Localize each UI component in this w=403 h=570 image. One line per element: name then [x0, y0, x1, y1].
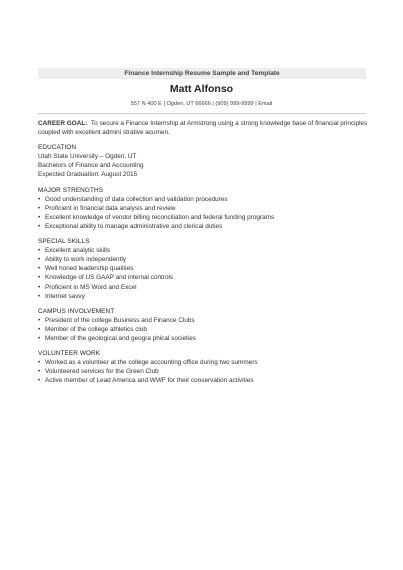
list-item — [38, 316, 368, 325]
list-item-text: President of the college Business and Finance Clubs — [45, 316, 195, 324]
contact-line: 557 N 400 E | Ogden, UT 66666 | (909) 999-9999 | Email — [130, 101, 273, 107]
list-item-text: Member of the college athletics club — [45, 325, 147, 333]
bullet-icon: • — [38, 316, 41, 324]
list-item-text: Well honed leadership qualities — [45, 265, 134, 273]
list-item-text: Worked as a volunteer at the college accounting office during two summers — [45, 359, 258, 367]
campus-involvement-heading: CAMPUS INVOLVEMENT — [38, 307, 115, 315]
bullet-icon: • — [38, 256, 41, 264]
list-item-text: Proficient in MS Word and Excel — [45, 283, 137, 291]
candidate-name: Matt Alfonso — [169, 83, 234, 95]
bullet-icon: • — [38, 274, 41, 282]
bullet-icon: • — [38, 204, 41, 212]
bullet-icon: • — [38, 334, 41, 342]
bullet-icon: • — [38, 195, 41, 203]
list-item-text: Good understanding of data collection and validation procedures — [45, 195, 228, 203]
bullet-icon: • — [38, 325, 41, 333]
list-item — [38, 222, 368, 231]
major-strengths-list — [38, 195, 368, 231]
major-strengths-heading: MAJOR STRENGTHS — [38, 186, 104, 194]
list-item-text: Internet savvy — [45, 292, 85, 300]
list-item-text: Member of the geological and geogra phical societies — [45, 334, 196, 342]
list-item — [38, 292, 368, 301]
education-section — [38, 143, 368, 179]
bullet-icon: • — [38, 359, 41, 367]
education-line: Bachelors of Finance and Accounting — [38, 162, 144, 170]
campus-involvement-section — [38, 307, 368, 343]
list-item — [38, 334, 368, 343]
list-item — [38, 264, 368, 273]
education-heading: EDUCATION — [38, 144, 77, 152]
list-item — [38, 367, 368, 376]
list-item-text: Proficient in financial data analysis and review — [45, 204, 176, 212]
special-skills-list — [38, 246, 368, 301]
list-item — [38, 358, 368, 367]
document-title-banner: Finance Internship Resume Sample and Template — [38, 68, 366, 79]
list-item-text: Exceptional ability to manage administrative and clerical duties — [45, 222, 223, 230]
list-item — [38, 204, 368, 213]
bullet-icon: • — [38, 292, 41, 300]
volunteer-work-section — [38, 349, 368, 385]
bullet-icon: • — [38, 265, 41, 273]
bullet-icon: • — [38, 368, 41, 376]
career-goal — [38, 119, 368, 137]
list-item — [38, 376, 368, 385]
list-item — [38, 283, 368, 292]
career-goal-label: CAREER GOAL: — [38, 120, 88, 127]
list-item — [38, 213, 368, 222]
list-item-text: Volunteered services for the Green Club — [45, 368, 159, 376]
list-item — [38, 273, 368, 282]
list-item-text: Ability to work independently — [45, 256, 126, 264]
list-item — [38, 195, 368, 204]
education-line: Expected Graduation: August 2015 — [38, 171, 138, 179]
list-item — [38, 255, 368, 264]
volunteer-work-heading: VOLUNTEER WORK — [38, 350, 101, 358]
header-divider — [38, 113, 366, 114]
bullet-icon: • — [38, 283, 41, 291]
list-item-text: Knowledge of US GAAP and internal controls — [45, 274, 174, 282]
bullet-icon: • — [38, 213, 41, 221]
career-goal-text: To secure a Finance Internship at Armstrong using a strong knowledge base of financial principles coupled with excellent admini strative acumen. — [38, 120, 368, 137]
list-item — [38, 246, 368, 255]
special-skills-heading: SPECIAL SKILLS — [38, 238, 90, 246]
bullet-icon: • — [38, 377, 41, 385]
list-item-text: Excellent knowledge of vendor billing reconciliation and federal funding programs — [45, 213, 275, 221]
special-skills-section — [38, 237, 368, 301]
education-line: Utah State University – Ogden, UT — [38, 153, 137, 161]
list-item — [38, 325, 368, 334]
major-strengths-section — [38, 186, 368, 231]
volunteer-work-list — [38, 358, 368, 385]
resume-body — [38, 119, 368, 391]
bullet-icon: • — [38, 222, 41, 230]
list-item-text: Excellent analytic skills — [45, 247, 110, 255]
bullet-icon: • — [38, 247, 41, 255]
campus-involvement-list — [38, 316, 368, 343]
list-item-text: Active member of Lead America and WWF for their conservation activities — [45, 377, 254, 385]
